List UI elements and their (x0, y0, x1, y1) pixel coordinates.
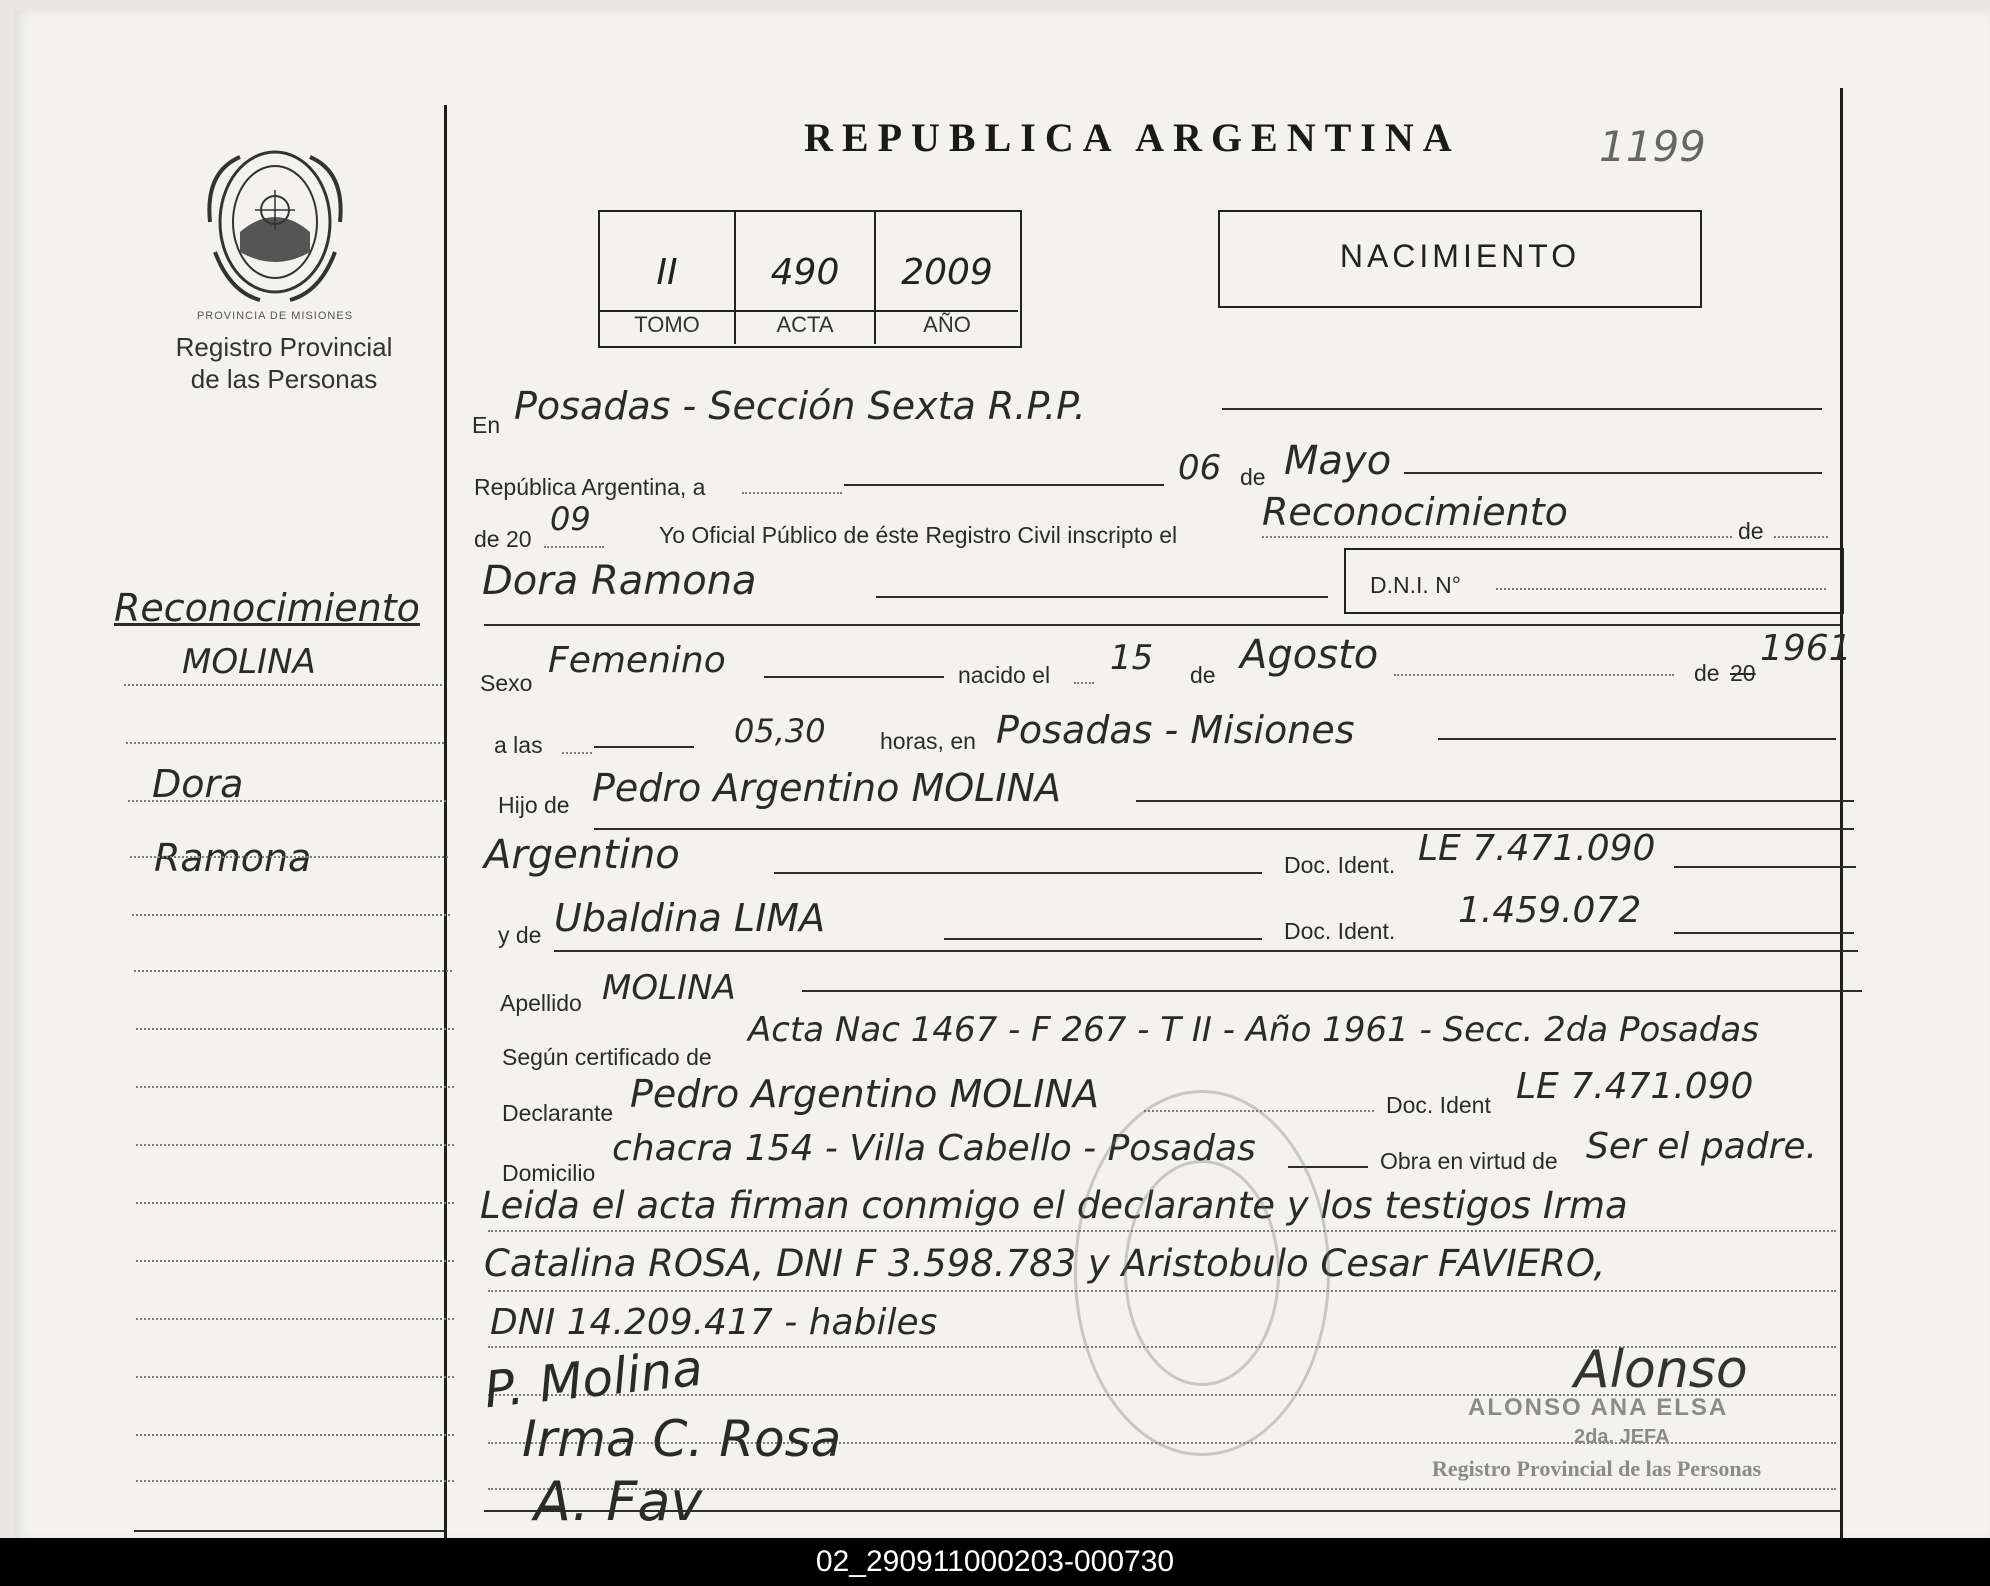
mother-doc-line (1674, 932, 1854, 934)
year-dots (544, 546, 604, 548)
bottom-rule-left (134, 1530, 444, 1532)
birth-month-dots (1394, 674, 1674, 676)
anio-cell (876, 212, 1018, 344)
margin-rule (132, 914, 450, 916)
margin-rule (136, 1318, 454, 1320)
margin-note-surname: MOLINA (182, 642, 316, 682)
tomo-cell (600, 212, 736, 344)
month-value: Mayo (1284, 438, 1392, 484)
day-line (844, 484, 1164, 486)
year-value: 09 (550, 500, 591, 538)
de19-printed: 20 (1730, 660, 1756, 686)
left-margin-line (444, 105, 447, 1540)
signer-3-signature: A. Fav (534, 1470, 703, 1533)
birthplace-value: Posadas - Misiones (996, 708, 1355, 752)
sexo-line (764, 676, 944, 678)
apellido-line (802, 990, 1862, 992)
dni-box (1344, 548, 1844, 614)
birth-year-value: 1961 (1760, 628, 1852, 669)
place-line (1222, 408, 1822, 410)
de3-label: de (1190, 662, 1216, 688)
father-divider (594, 828, 1854, 830)
doc-ident2-label: Doc. Ident. (1284, 918, 1396, 944)
document-type-label: NACIMIENTO (1339, 238, 1581, 274)
tomo-label: TOMO (634, 312, 700, 337)
father-doc-line (1674, 866, 1856, 868)
file-id: 02_290911000203-000730 (815, 1545, 1175, 1578)
official-stamp-role: 2da. JEFA (1574, 1426, 1670, 1448)
dni-label: D.N.I. N° (1370, 572, 1461, 598)
record-number-box (598, 210, 1022, 348)
margin-rule (130, 856, 448, 858)
obra-value: Ser el padre. (1586, 1126, 1817, 1167)
margin-rule (124, 684, 442, 686)
birthplace-line (1438, 738, 1836, 740)
doc-ident3-label: Doc. Ident (1386, 1092, 1491, 1118)
seal-inscription: PROVINCIA DE MISIONES (196, 310, 354, 322)
margin-rule (136, 1202, 454, 1204)
narrative-line-3: DNI 14.209.417 - habiles (490, 1302, 938, 1343)
alas-label: a las (494, 732, 543, 758)
day-value: 06 (1178, 448, 1222, 488)
official-stamp-office: Registro Provincial de las Personas (1432, 1456, 1762, 1481)
margin-rule (128, 800, 446, 802)
declarante-value: Pedro Argentino MOLINA (630, 1072, 1099, 1116)
tomo-value: II (656, 252, 678, 293)
mother-line (944, 938, 1262, 940)
sexo-value: Femenino (548, 640, 726, 681)
place-value: Posadas - Sección Sexta R.P.P. (514, 384, 1086, 428)
inscription-dots (1262, 536, 1732, 538)
registry-stamp-inner (1124, 1160, 1280, 1386)
right-margin-line (1840, 88, 1843, 1540)
official-stamp-name: ALONSO ANA ELSA (1468, 1394, 1729, 1421)
anio-label: AÑO (923, 312, 971, 337)
alas-line (594, 746, 694, 748)
apellido-value: MOLINA (602, 968, 736, 1008)
de-label: de (1240, 464, 1266, 490)
mother-doc-value: 1.459.072 (1458, 890, 1642, 931)
inscription-value: Reconocimiento (1262, 490, 1568, 534)
month-line (1404, 472, 1822, 474)
de2-label: de (1738, 518, 1764, 544)
narrative-line-2: Catalina ROSA, DNI F 3.598.783 y Aristobulo Cesar FAVIERO, (484, 1242, 1606, 1285)
republica-label: República Argentina, a (474, 474, 706, 500)
file-id-bar (0, 1538, 1990, 1586)
margin-rule (126, 742, 444, 744)
margin-rule (136, 1260, 454, 1262)
apellido-label: Apellido (500, 990, 582, 1016)
registry-name-line2: de las Personas (190, 364, 378, 394)
anio-value: 2009 (901, 252, 993, 293)
oficial-label: Yo Oficial Público de éste Registro Civil inscripto el (659, 522, 1178, 548)
page-number: 1199 (1599, 122, 1706, 171)
margin-rule (136, 1028, 454, 1030)
sexo-label: Sexo (480, 670, 533, 696)
name-line (876, 596, 1328, 598)
child-name-value: Dora Ramona (482, 558, 757, 604)
segun-label: Según certificado de (502, 1044, 712, 1070)
nacido-dots (1074, 682, 1094, 684)
de19-label: de (1694, 660, 1720, 686)
father-doc-value: LE 7.471.090 (1418, 828, 1656, 869)
document-type-box (1218, 210, 1702, 308)
birth-month-value: Agosto (1240, 632, 1379, 678)
dni-dots (1496, 588, 1826, 590)
doc-ident-label: Doc. Ident. (1284, 852, 1396, 878)
acta-cell (736, 212, 876, 344)
margin-rule (136, 1144, 454, 1146)
mother-name-value: Ubaldina LIMA (554, 896, 826, 940)
declarante-label: Declarante (502, 1100, 614, 1126)
year-prefix-label: de 20 (474, 526, 532, 552)
domicilio-value: chacra 154 - Villa Cabello - Posadas (612, 1128, 1256, 1169)
margin-rule (134, 970, 452, 972)
birth-day-value: 15 (1110, 638, 1154, 678)
acta-value: 490 (770, 252, 840, 293)
date-dots (742, 492, 842, 494)
record-box-divider (600, 310, 1018, 312)
margin-note-name1: Dora (152, 762, 244, 806)
narrative-line-1: Leida el acta firman conmigo el declarante y los testigos Irma (480, 1184, 1628, 1227)
margin-rule (136, 1434, 454, 1436)
margin-note-name2: Ramona (154, 836, 312, 880)
hour-value: 05,30 (734, 712, 826, 750)
obra-label: Obra en virtud de (1380, 1148, 1558, 1174)
signer-1-signature: P. Molina (481, 1338, 706, 1420)
signer-2-signature: Irma C. Rosa (522, 1410, 842, 1468)
alas-dots (562, 752, 592, 754)
en-label: En (472, 412, 501, 438)
domicilio-label: Domicilio (502, 1160, 596, 1186)
registry-name-line1: Registro Provincial (175, 332, 393, 362)
certificado-value: Acta Nac 1467 - F 267 - T II - Año 1961 - Secc. 2da Posadas (748, 1010, 1759, 1050)
ydel-label: y de (498, 922, 542, 948)
margin-rule (136, 1086, 454, 1088)
horas-label: horas, en (880, 728, 976, 754)
official-signature: Alonso (1574, 1340, 1748, 1400)
margin-note-type: Reconocimiento (114, 586, 420, 630)
nationality-line (774, 872, 1262, 874)
acta-label: ACTA (776, 312, 834, 337)
father-line (1136, 800, 1854, 802)
document-title: REPUBLICA ARGENTINA (804, 115, 1461, 160)
margin-rule (136, 1480, 454, 1482)
declarante-doc-value: LE 7.471.090 (1516, 1066, 1754, 1107)
document-page (14, 10, 1990, 1540)
nacido-label: nacido el (958, 662, 1051, 688)
hijo-label: Hijo de (498, 792, 570, 818)
de2-dots (1774, 536, 1828, 538)
margin-rule (136, 1376, 454, 1378)
father-nationality-value: Argentino (484, 832, 680, 878)
mother-divider (554, 950, 1858, 952)
section-divider (484, 624, 1840, 626)
bottom-rule (484, 1510, 1840, 1512)
father-name-value: Pedro Argentino MOLINA (592, 766, 1061, 810)
misiones-seal (200, 132, 350, 312)
